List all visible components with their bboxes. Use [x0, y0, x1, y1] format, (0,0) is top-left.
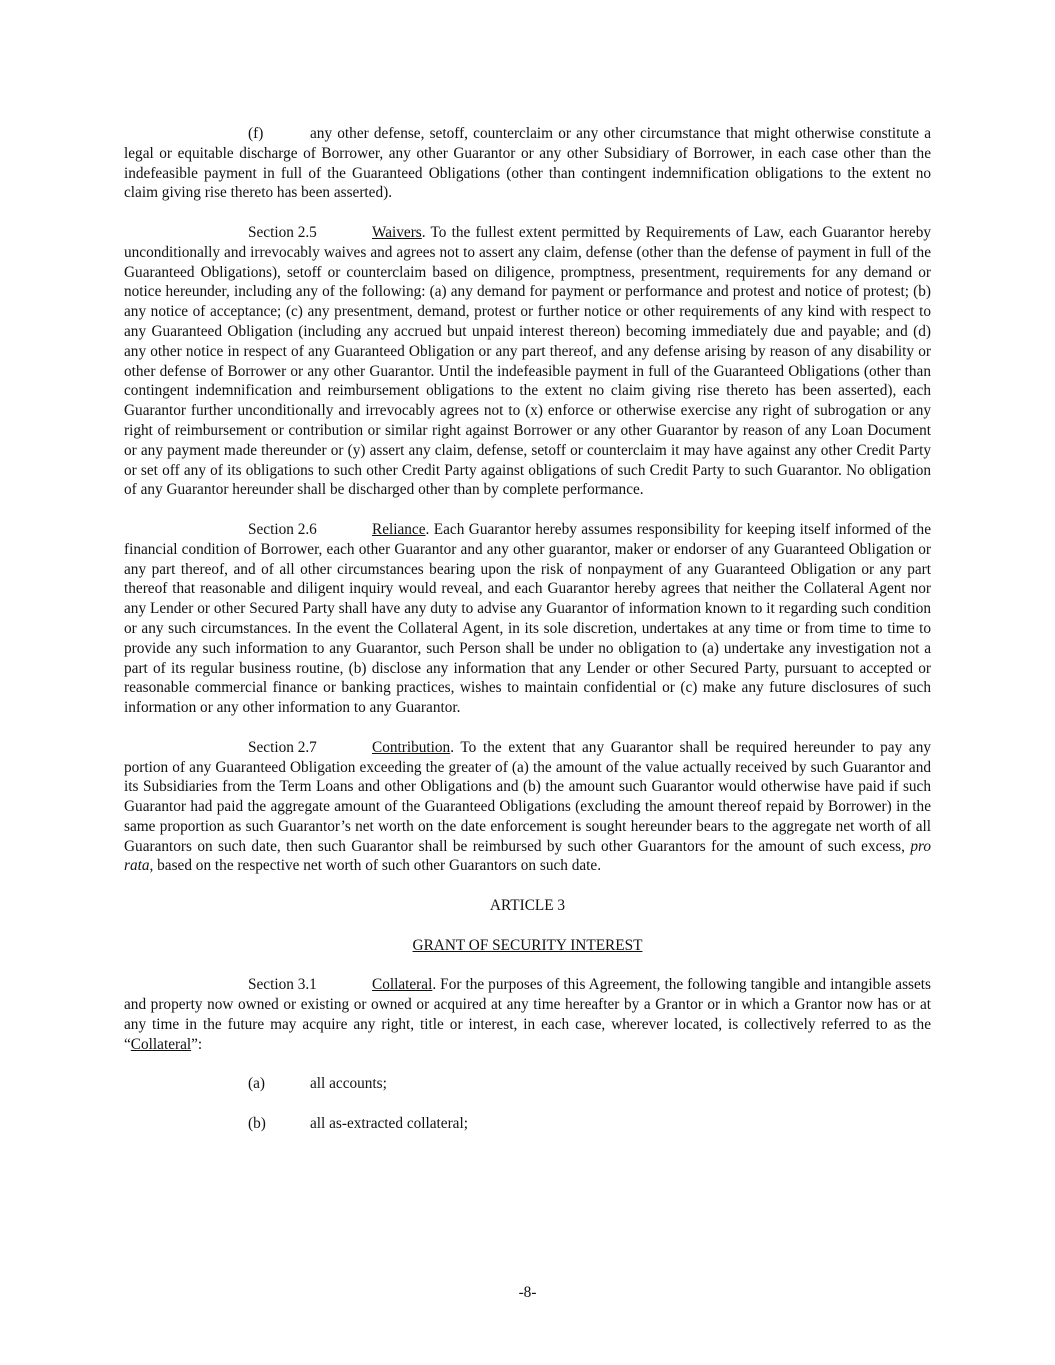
paragraph-f-text: any other defense, setoff, counterclaim or any other circumstance that might otherwise constitute a legal or equitable discharge of Borrower, any other Guarantor or any other Subsidiary of Borrower, in each case other than the indefeasible payment in full of the Guaranteed Obligations (other than contingent indemnification obligations to the extent no claim giving rise thereto has been asserted). [124, 125, 931, 202]
collateral-item-tag: (b) [248, 1114, 266, 1132]
section-2-7 [124, 738, 931, 877]
collateral-item-b [124, 1114, 931, 1134]
document-page [124, 124, 931, 1153]
paragraph-f [124, 124, 931, 203]
section-2-7-number: Section 2.7 [248, 738, 317, 756]
section-2-6-text: . Each Guarantor hereby assumes responsibility for keeping itself informed of the financial condition of Borrower, each other Guarantor and any other guarantor, maker or endorser of any Guaranteed Obligation or any part thereof, and of all other circumstances bearing upon the risk of nonpayment of any Guaranteed Obligation or any part thereof that reasonable and diligent inquiry would reveal, and each Guarantor hereby agrees that neither the Collateral Agent nor any Lender or other Secured Party shall have any duty to advise any Guarantor of information known to it regarding such condition or any such circumstances. In the event the Collateral Agent, in its sole discretion, undertakes at any time or from time to time to provide any such information to any Guarantor, such Person shall be under no obligation to (a) undertake any investigation not a part of its regular business routine, (b) disclose any information that any Lender or other Secured Party, pursuant to accepted or reasonable commercial finance or banking practices, wishes to maintain confidential or (c) make any future disclosures of such information or any other information to any Guarantor. [124, 520, 931, 717]
paragraph-f-tag: (f) [248, 125, 264, 142]
section-2-7-heading: Contribution [372, 738, 451, 756]
section-2-5-number: Section 2.5 [248, 223, 317, 241]
section-2-5-text: . To the fullest extent permitted by Requirements of Law, each Guarantor hereby unconditionally and irrevocably waives and agrees not to assert any claim, defense (other than the defense of payment in full of the Guaranteed Obligations), setoff or counterclaim based on diligence, promptness, presentment, requirements for any demand or notice hereunder, including any of the following: (a) any demand for payment or performance and protest and notice of protest; (b) any notice of acceptance; (c) any presentment, demand, protest or further notice or other requirements of any kind with respect to any Guaranteed Obligation (including any accrued but unpaid interest thereon) becoming immediately due and payable; and (d) any other notice in respect of any Guaranteed Obligation or any part thereof, and any defense arising by reason of any disability or other defense of Borrower or any other Guarantor. Until the indefeasible payment in full of the Guaranteed Obligations (other than contingent indemnification and reimbursement obligations to the extent no claim giving rise thereto has been asserted), each Guarantor further unconditionally and irrevocably agrees not to (x) enforce or otherwise exercise any right of subrogation or any right of reimbursement or contribution or similar right against Borrower or any other Guarantor by reason of any Loan Document or any payment made thereunder or (y) assert any claim, defense, setoff or counterclaim it may have against any other Credit Party or set off any of its obligations to such other Credit Party against obligations of such Credit Party to such Guarantor. No obligation of any Guarantor hereunder shall be discharged other than by complete performance. [124, 223, 931, 499]
collateral-item-text: all as-extracted collateral; [310, 1114, 468, 1132]
article-number: ARTICLE 3 [489, 897, 566, 915]
collateral-item-a [124, 1074, 931, 1094]
section-3-1-text-after: ”: [191, 1035, 203, 1053]
section-2-6 [124, 520, 931, 718]
section-3-1 [124, 975, 931, 1054]
collateral-item-text: all accounts; [310, 1075, 387, 1093]
page-number: -8- [518, 1284, 537, 1301]
article-title [124, 936, 931, 956]
section-2-7-text-after: , based on the respective net worth of such other Guarantors on such date. [149, 857, 602, 875]
section-3-1-defined-term: Collateral [130, 1035, 192, 1053]
section-2-7-italic: pro rata [124, 837, 931, 875]
section-2-5-heading: Waivers [372, 223, 422, 241]
article-title-text: GRANT OF SECURITY INTEREST [412, 936, 643, 954]
section-3-1-heading: Collateral [372, 976, 433, 994]
collateral-item-tag: (a) [248, 1075, 265, 1093]
section-2-5 [124, 223, 931, 500]
section-3-1-number: Section 3.1 [248, 976, 317, 994]
section-3-1-text-before: . For the purposes of this Agreement, the following tangible and intangible assets and property now owned or existing or owned or acquired at any time hereafter by a Grantor or in which a Grantor now has or at any time in the future may acquire any right, title or interest, in each case, wherever located, is collectively referred to as the “ [124, 976, 931, 1053]
section-2-6-heading: Reliance [372, 520, 426, 538]
section-2-7-text-before: . To the extent that any Guarantor shall be required hereunder to pay any portion of any Guaranteed Obligation exceeding the greater of (a) the amount of the value actually received by such Guarantor and its Subsidiaries from the Term Loans and other Obligations and (b) the amount such Guarantor would otherwise have paid if such Guarantor had paid the aggregate amount of the Guaranteed Obligations (excluding the amount thereof repaid by Borrower) in the same proportion as such Guarantor’s net worth on the date enforcement is sought hereunder bears to the aggregate net worth of all Guarantors on such date, then such Guarantor shall be reimbursed by such other Guarantors for the amount of such excess, [124, 738, 931, 855]
section-2-6-number: Section 2.6 [248, 520, 317, 538]
